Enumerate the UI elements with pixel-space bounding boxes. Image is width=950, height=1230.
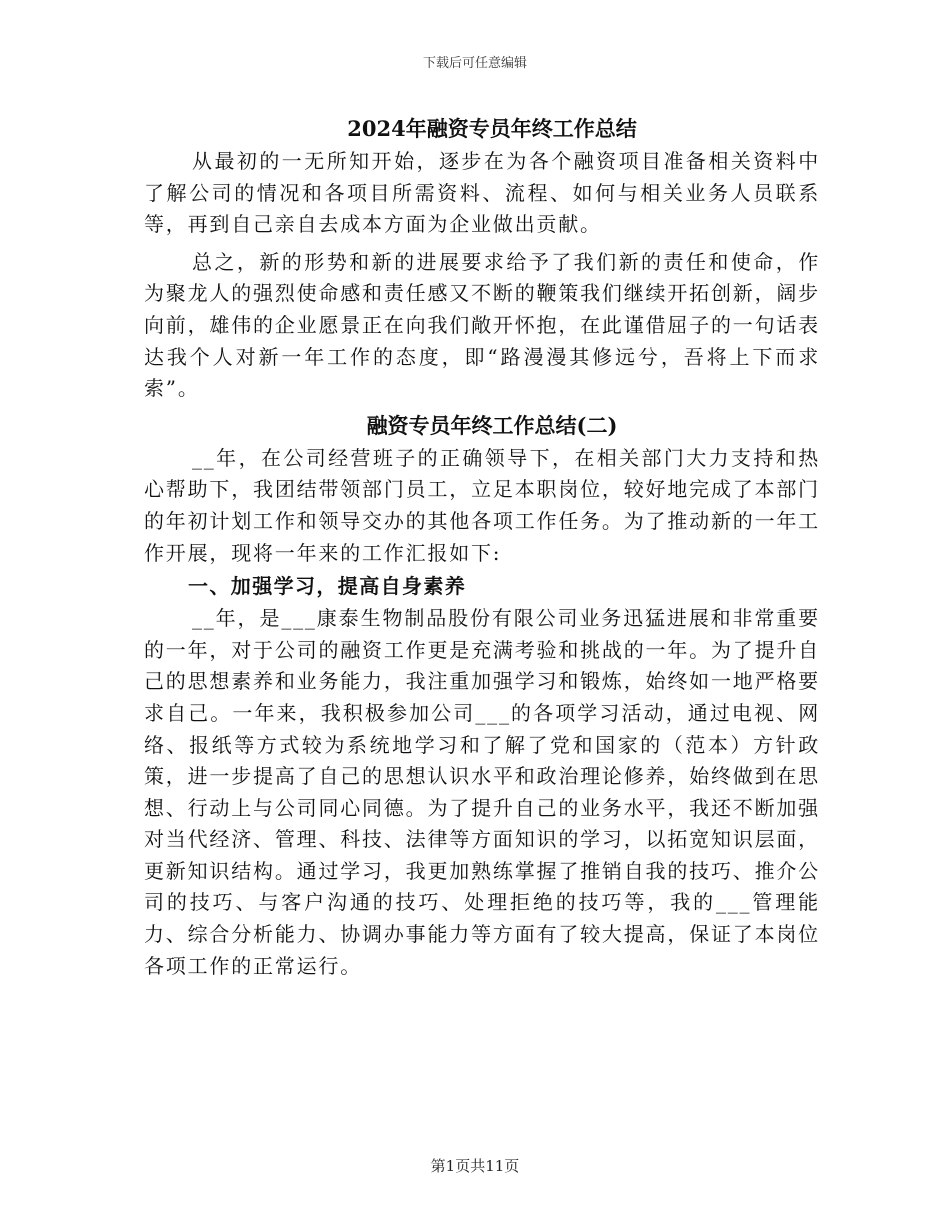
page-indicator: 第1页共11页 (430, 1157, 520, 1175)
section-1-heading: 一、加强学习，提高自身素养 (188, 574, 467, 599)
document-title: 2024年融资专员年终工作总结 (347, 116, 637, 141)
paragraph-3: __年，在公司经营班子的正确领导下，在相关部门大力支持和热心帮助下，我团结带领部门员工，立足本职岗位，较好地完成了本部门的年初计划工作和领导交办的其他各项工作任务。为了推动新的一年工作开展，现将一年来的工作汇报如下: (144, 445, 820, 565)
paragraph-4: __年，是___康泰生物制品股份有限公司业务迅猛进展和非常重要的一年，对于公司的融资工作更是充满考验和挑战的一年。为了提升自己的思想素养和业务能力，我注重加强学习和锻炼，始终如一地严格要求自己。一年来，我积极参加公司___的各项学习活动，通过电视、网络、报纸等方式较为系统地学习和了解了党和国家的（范本）方针政策，进一步提高了自己的思想认识水平和政治理论修养，始终做到在思想、行动上与公司同心同德。为了提升自己的业务水平，我还不断加强对当代经济、管理、科技、法律等方面知识的学习，以拓宽知识层面，更新知识结构。通过学习，我更加熟练掌握了推销自我的技巧、推介公司的技巧、与客户沟通的技巧、处理拒绝的技巧等，我的___管理能力、综合分析能力、协调办事能力等方面有了较大提高，保证了本岗位各项工作的正常运行。 (144, 606, 820, 978)
paragraph-1: 从最初的一无所知开始，逐步在为各个融资项目准备相关资料中了解公司的情况和各项目所需资料、流程、如何与相关业务人员联系等，再到自己亲自去成本方面为企业做出贡献。 (144, 149, 820, 237)
document-body (144, 112, 820, 982)
paragraph-2: 总之，新的形势和新的进展要求给予了我们新的责任和使命，作为聚龙人的强烈使命感和责任感又不断的鞭策我们继续开拓创新，阔步向前，雄伟的企业愿景正在向我们敞开怀抱，在此谨借屈子的一句话表达我个人对新一年工作的态度，即“路漫漫其修远兮，吾将上下而求索”。 (144, 249, 820, 401)
header-note: 下载后可任意编辑 (422, 56, 527, 71)
document-subtitle: 融资专员年终工作总结(二) (366, 412, 618, 438)
